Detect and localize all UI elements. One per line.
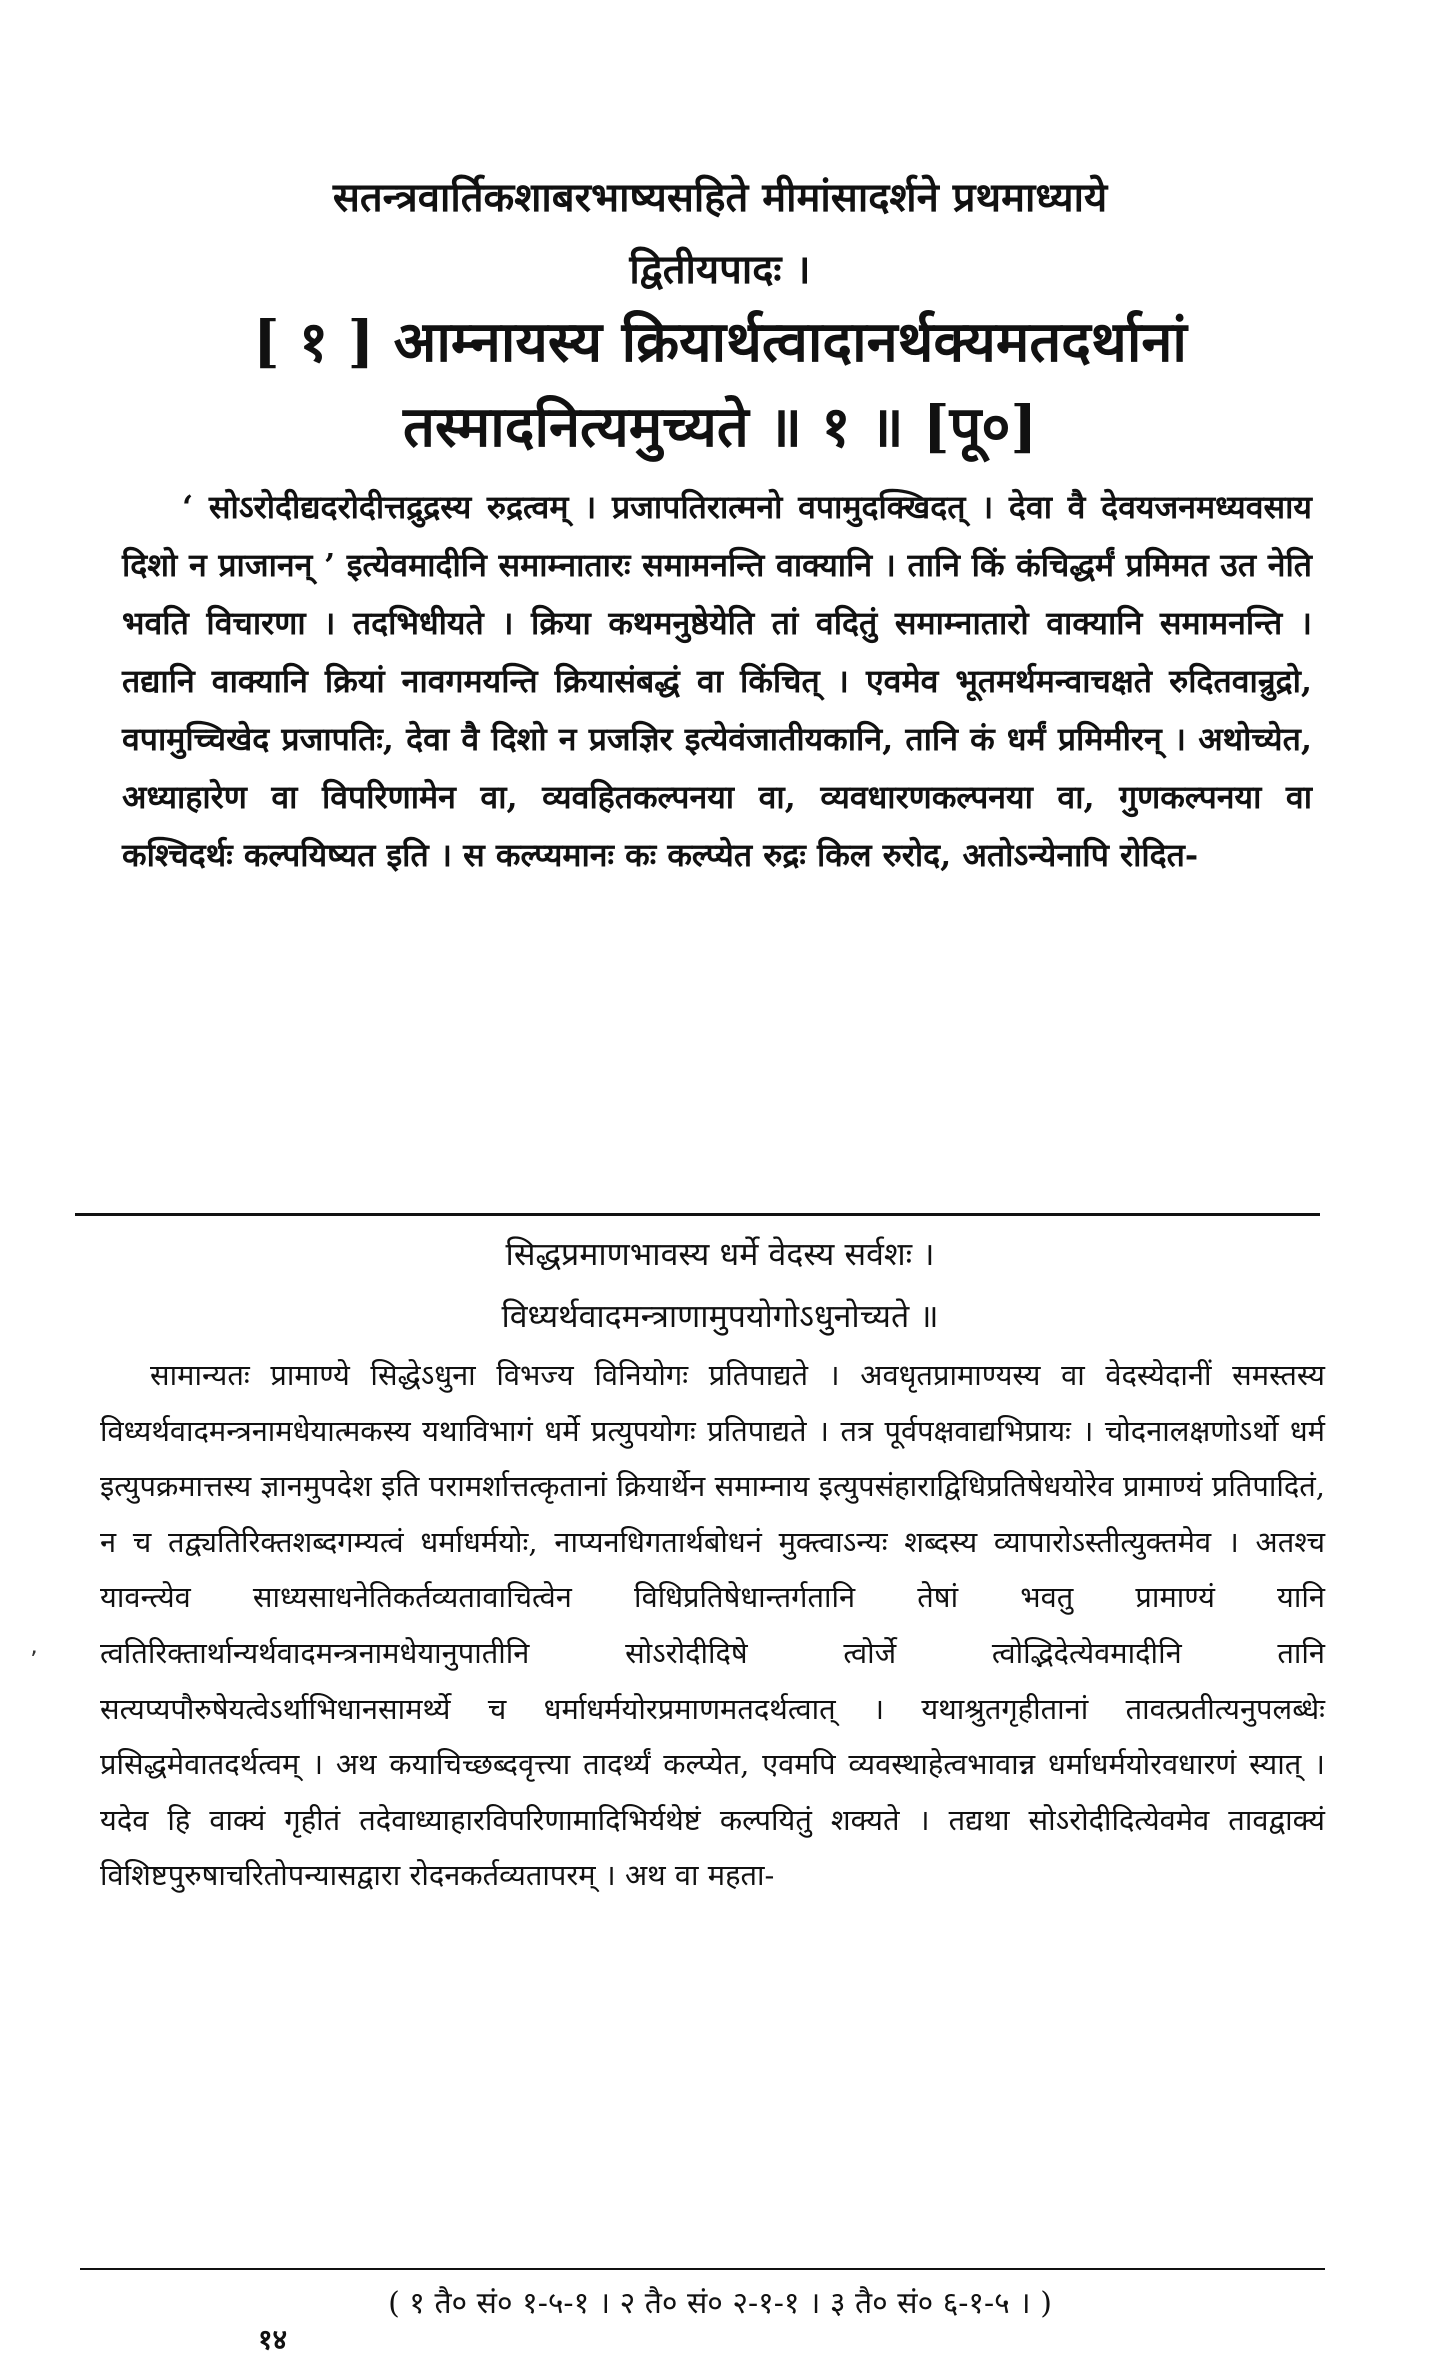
page-number: १४ xyxy=(258,2323,288,2356)
sutra-line1: [ १ ] आम्नायस्य क्रियार्थत्वादानर्थक्यमतदर्थानां xyxy=(253,309,1187,375)
vartika-verse-line2: विध्यर्थवादमन्त्राणामुपयोगोऽधुनोच्यते ॥ xyxy=(501,1297,939,1335)
sutra-line2: तस्मादनित्यमुच्यते ॥ १ ॥ [पू०] xyxy=(403,394,1037,460)
running-header-line2: द्वितीयपादः । xyxy=(629,246,811,293)
running-header-line1: सतन्त्रवार्तिकशाबरभाष्यसहिते मीमांसादर्शने प्रथमाध्याये xyxy=(332,174,1108,221)
margin-mark: ٬ xyxy=(30,1646,38,1674)
bhashya-text: ‘ सोऽरोदीद्यदरोदीत्तद्रुद्रस्य रुद्रत्वम् । प्रजापतिरात्मनो वपामुदक्खिदत् । देवा वै देवयजनमध्यवसाय दिशो न प्राजानन् ’ इत्येवमादीनि समाम्नातारः समामनन्ति वाक्यानि । तानि किं कंचिद्धर्मं प्रमिमत उत नेति भवति विचारणा । तदभिधीयते । क्रिया कथमनुष्ठेयेति तां वदितुं समाम्नातारो वाक्यानि समामनन्ति । तद्यानि वाक्यानि क्रियां नावगमयन्ति क्रियासंबद्धं वा किंचित् । एवमेव भूतमर्थमन्वाचक्षते रुदितवान्रुद्रो, वपामुच्चिखेद प्रजापतिः, देवा वै दिशो न प्रजज्ञिर इत्येवंजातीयकानि, तानि कं धर्मं प्रमिमीरन् । अथोच्येत, अध्याहारेण वा विपरिणामेन वा, व्यवहितकल्पनया वा, व्यवधारणकल्पनया वा, गुणकल्पनया वा कश्चिदर्थः कल्पयिष्यत इति । स कल्प्यमानः कः कल्प्येत रुद्रः किल रुरोद, अतोऽन्येनापि रोदित- xyxy=(122,488,1312,874)
vartika-commentary-text: सामान्यतः प्रामाण्ये सिद्धेऽधुना विभज्य विनियोगः प्रतिपाद्यते । अवधृतप्रामाण्यस्य वा वेदस्येदानीं समस्तस्य विध्यर्थवादमन्त्रनामधेयात्मकस्य यथाविभागं धर्मे प्रत्युपयोगः प्रतिपाद्यते । तत्र पूर्वपक्षवाद्यभिप्रायः । चोदनालक्षणोऽर्थो धर्म इत्युपक्रमात्तस्य ज्ञानमुपदेश इति परामर्शात्तत्कृतानां क्रियार्थेन समाम्नाय इत्युपसंहाराद्विधिप्रतिषेधयोरेव प्रामाण्यं प्रतिपादितं, न च तद्व्यतिरिक्तशब्दगम्यत्वं धर्माधर्मयोः, नाप्यनधिगतार्थबोधनं मुक्त्वाऽन्यः शब्दस्य व्यापारोऽस्तीत्युक्तमेव । अतश्च यावन्त्येव साध्यसाधनेतिकर्तव्यतावाचित्वेन विधिप्रतिषेधान्तर्गतानि तेषां भवतु प्रामाण्यं यानि त्वतिरिक्तार्थान्यर्थवादमन्त्रनामधेयानुपातीनि सोऽरोदीदिषे त्वोर्जे त्वोद्भिदेत्येवमादीनि तानि सत्यप्यपौरुषेयत्वेऽर्थाभिधानसामर्थ्ये च धर्माधर्मयोरप्रमाणमतदर्थत्वात् । यथाश्रुतगृहीतानां तावत्प्रतीत्यनुपलब्धेः प्रसिद्धमेवातदर्थत्वम् । अथ कयाचिच्छब्दवृत्त्या तादर्थ्यं कल्प्येत, एवमपि व्यवस्थाहेत्वभावान्न धर्माधर्मयोरवधारणं स्यात् । यदेव हि वाक्यं गृहीतं तदेवाध्याहारविपरिणामादिभिर्यथेष्टं कल्पयितुं शक्यते । तद्यथा सोऽरोदीदित्येवमेव तावद्वाक्यं विशिष्टपुरुषाचरितोपन्यासद्वारा रोदनकर्तव्यतापरम् । अथ वा महता- xyxy=(100,1358,1325,1893)
footnote-references: ( १ तै० सं० १-५-१ । २ तै० सं० २-१-१ । ३ तै० सं० ६-१-५ । ) xyxy=(388,2286,1052,2321)
section-divider xyxy=(75,1213,1320,1216)
vartika-verse-line1: सिद्धप्रमाणभावस्य धर्मे वेदस्य सर्वशः । xyxy=(505,1235,935,1273)
footnote-divider xyxy=(80,2268,1325,2270)
